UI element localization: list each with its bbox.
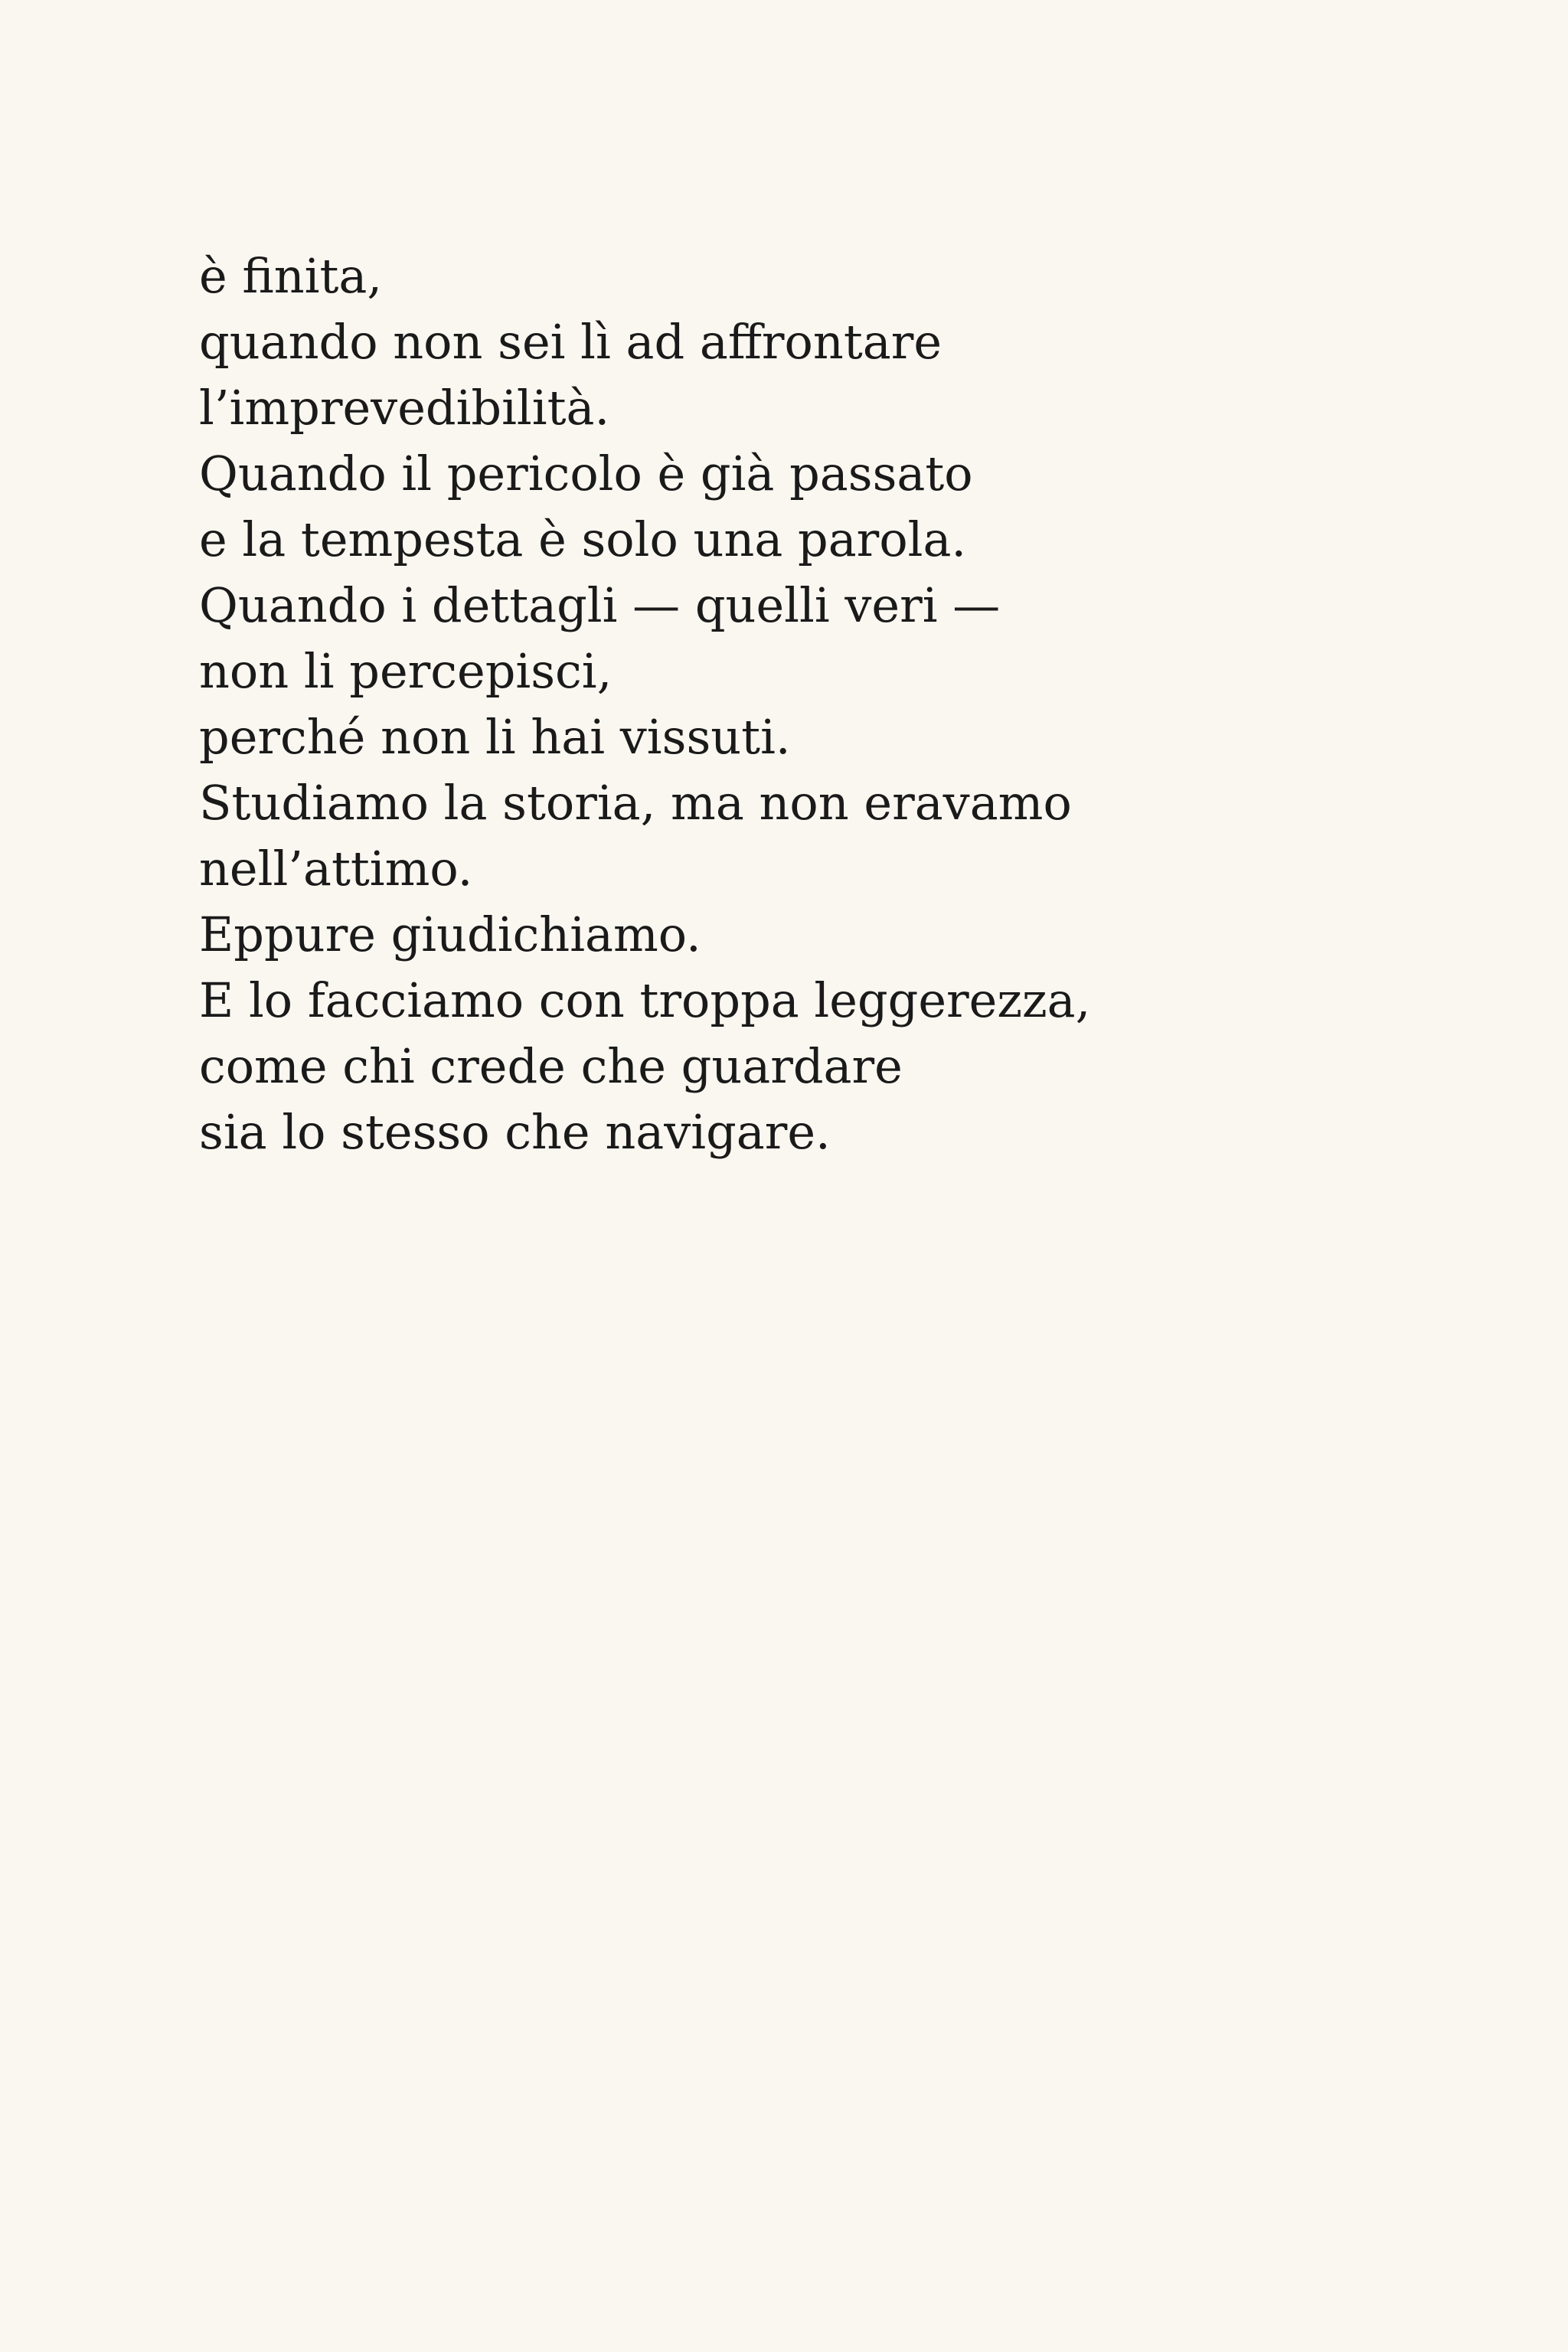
poem-line: Quando il pericolo è già passato	[199, 446, 973, 501]
poem-line: Eppure giudichiamo.	[199, 906, 701, 962]
poem-line: è finita,	[199, 248, 383, 304]
poem-line: nell’attimo.	[199, 841, 473, 897]
poem-line: l’imprevedibilità.	[199, 380, 610, 436]
poem-text	[199, 243, 1424, 1165]
poem-line: e la tempesta è solo una parola.	[199, 511, 967, 567]
poem-line: sia lo stesso che navigare.	[199, 1104, 831, 1160]
poem-line: Studiamo la storia, ma non eravamo	[199, 775, 1072, 831]
poem-line: E lo facciamo con troppa leggerezza,	[199, 972, 1091, 1028]
poem-line: perché non li hai vissuti.	[199, 709, 791, 765]
poem-line: non li percepisci,	[199, 643, 612, 699]
poem-line: Quando i dettagli — quelli veri —	[199, 577, 1001, 633]
poem-line: quando non sei lì ad affrontare	[199, 314, 942, 370]
poem-line: come chi crede che guardare	[199, 1038, 903, 1094]
